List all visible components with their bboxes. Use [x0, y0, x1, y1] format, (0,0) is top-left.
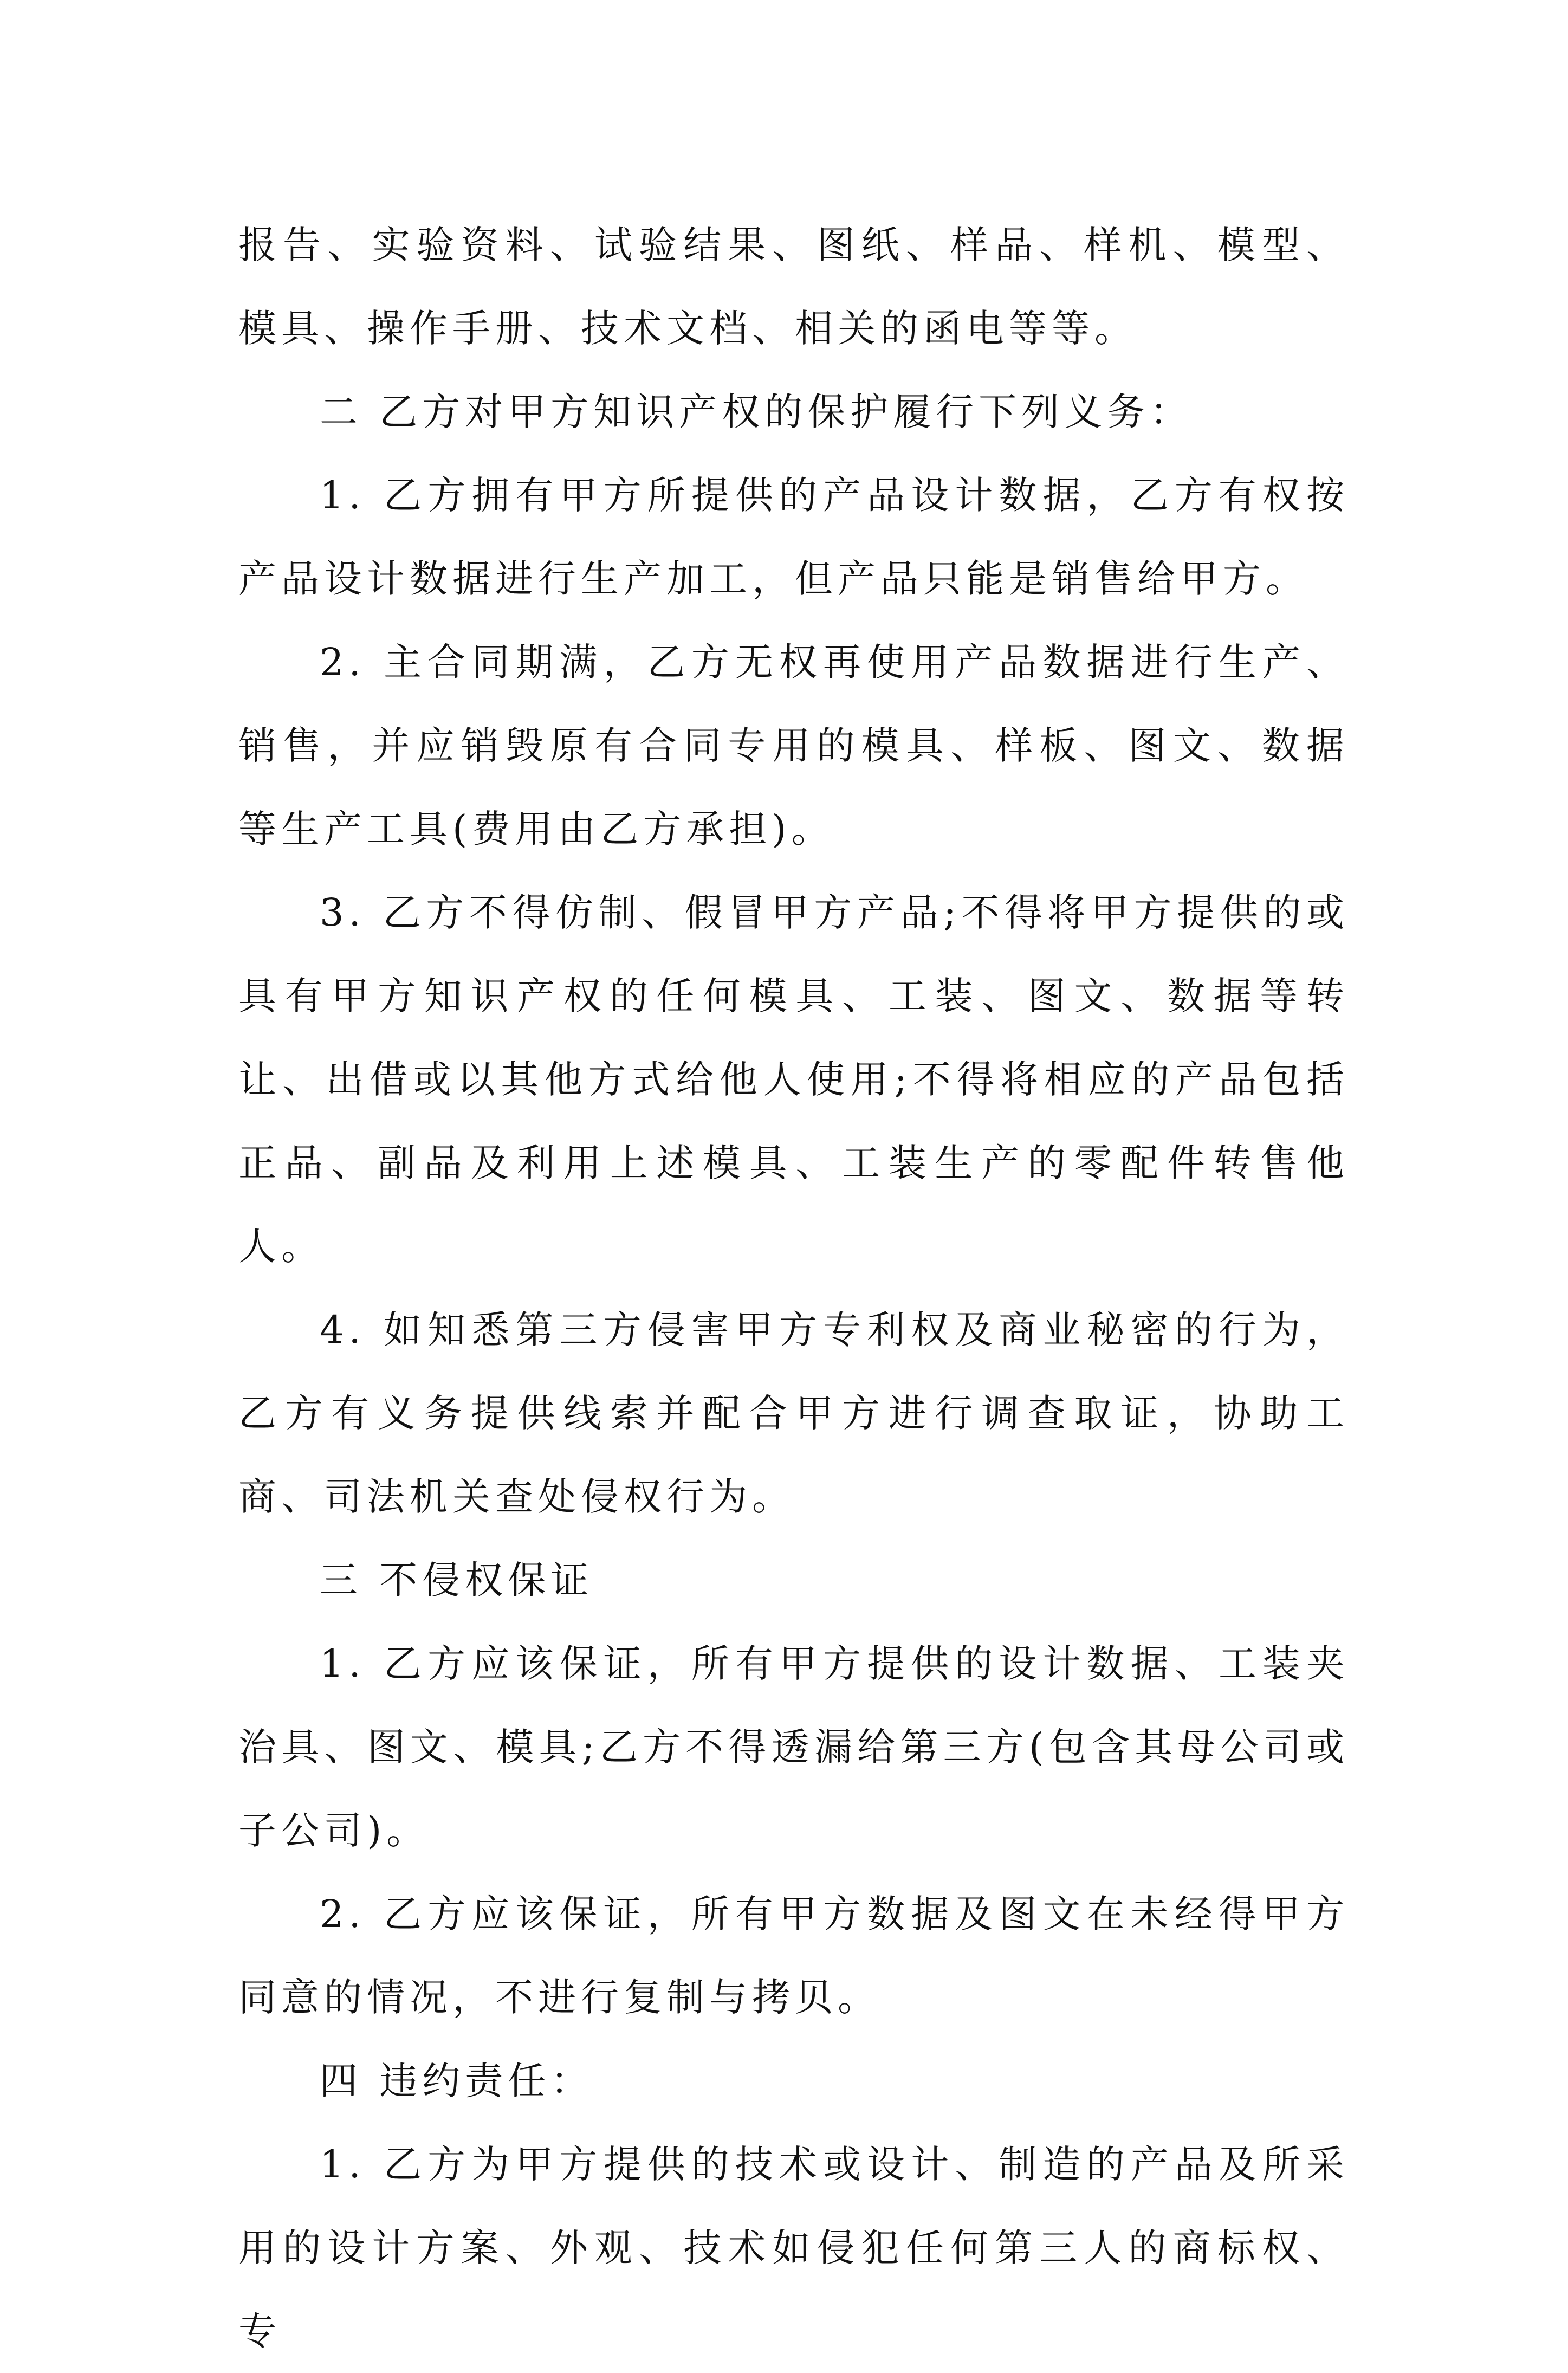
section-heading-liability: 四 违约责任：: [320, 2059, 594, 2103]
document-body: [238, 203, 1349, 2373]
clause-3-2: 2. 乙方应该保证，所有甲方数据及图文在未经得甲方同意的情况，不进行复制与拷贝。: [238, 1892, 1349, 2020]
clause-2-1: 1. 乙方拥有甲方所提供的产品设计数据，乙方有权按产品设计数据进行生产加工，但产品只能是销售给甲方。: [238, 473, 1349, 601]
paragraph-continuation: 报告、实验资料、试验结果、图纸、样品、样机、模型、模具、操作手册、技术文档、相关的函电等等。: [238, 223, 1349, 351]
clause-2-4: 4. 如知悉第三方侵害甲方专利权及商业秘密的行为，乙方有义务提供线索并配合甲方进行调查取证，协助工商、司法机关查处侵权行为。: [238, 1308, 1349, 1519]
clause-3-1: 1. 乙方应该保证，所有甲方提供的设计数据、工装夹治具、图文、模具;乙方不得透漏给第三方(包含其母公司或子公司)。: [238, 1641, 1349, 1853]
clause-2-3: 3. 乙方不得仿制、假冒甲方产品;不得将甲方提供的或具有甲方知识产权的任何模具、工装、图文、数据等转让、出借或以其他方式给他人使用;不得将相应的产品包括正品、副品及利用上述模具、工装生产的零配件转售他人。: [238, 890, 1349, 1269]
section-heading-non-infringement: 三 不侵权保证: [320, 1558, 594, 1602]
section-heading-obligations: 二 乙方对甲方知识产权的保护履行下列义务：: [320, 390, 1193, 434]
clause-4-1: 1. 乙方为甲方提供的技术或设计、制造的产品及所采用的设计方案、外观、技术如侵犯任何第三人的商标权、专: [238, 2142, 1349, 2353]
clause-2-2: 2. 主合同期满，乙方无权再使用产品数据进行生产、销售，并应销毁原有合同专用的模具、样板、图文、数据等生产工具(费用由乙方承担)。: [238, 640, 1349, 851]
